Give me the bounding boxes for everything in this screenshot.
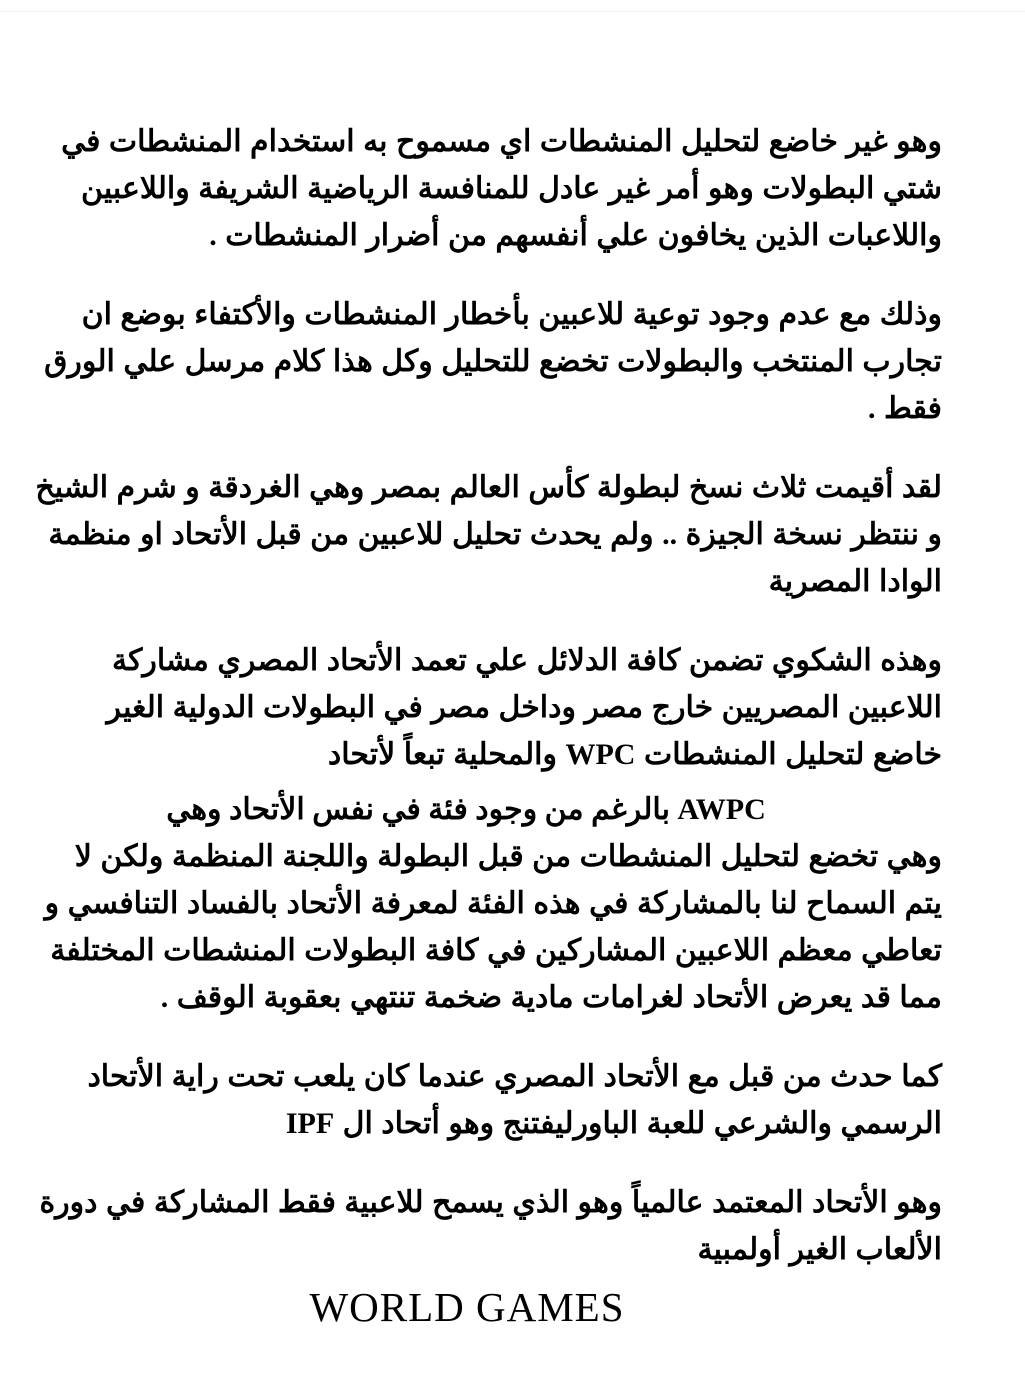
paragraph-4: وهذه الشكوي تضمن كافة الدلائل علي تعمد الأتحاد المصري مشاركة اللاعبين المصريين خارج مصر وداخل مصر في البطولات الدولية الغير خاضع لتحليل المنشطات WPC والمحلية تبعاً لأتحاد <box>98 644 942 771</box>
paragraph-2: وذلك مع عدم وجود توعية للاعبين بأخطار المنشطات والأكتفاء بوضع ان تجارب المنتخب والبطولات تخضع للتحليل وكل هذا كلام مرسل علي الورق فقط . <box>35 298 942 425</box>
document-text-body <box>26 118 942 1333</box>
paragraph-3: لقد أقيمت ثلاث نسخ لبطولة كأس العالم بمصر وهي الغردقة و شرم الشيخ و ننتظر نسخة الجيزة .. ولم يحدث تحليل للاعبين من قبل الأتحاد او منظمة الوادا المصرية <box>26 471 942 598</box>
paragraph-5: وهي تخضع لتحليل المنشطات من قبل البطولة واللجنة المنظمة ولكن لا يتم السماح لنا بالمشاركة في هذه الفئة لمعرفة الأتحاد بالفساد التنافسي و تعاطي معظم اللاعبين المشاركين في كافة البطولات المنشطات المختلفة مما قد يعرض الأتحاد لغرامات مادية ضخمة تنتهي بعقوبة الوقف . <box>36 840 942 1014</box>
paragraph-7: وهو الأتحاد المعتمد عالمياً وهو الذي يسمح للاعبية فقط المشاركة في دورة الألعاب الغير أولمبية <box>30 1186 942 1266</box>
paragraph-6: كما حدث من قبل مع الأتحاد المصري عندما كان يلعب تحت راية الأتحاد الرسمي والشرعي للعبة الباورليفتنج وهو أتحاد ال IPF <box>78 1060 942 1140</box>
paragraph-5-lead-line: AWPC بالرغم من وجود فئة في نفس الأتحاد وهي <box>166 793 766 826</box>
page-top-edge <box>0 11 1025 13</box>
world-games-label: WORLD GAMES <box>309 1284 625 1330</box>
paragraph-1: وهو غير خاضع لتحليل المنشطات اي مسموح به استخدام المنشطات في شتي البطولات وهو أمر غير عادل للمنافسة الرياضية الشريفة واللاعبين واللاعبات الذين يخافون علي أنفسهم من أضرار المنشطات . <box>52 125 942 252</box>
